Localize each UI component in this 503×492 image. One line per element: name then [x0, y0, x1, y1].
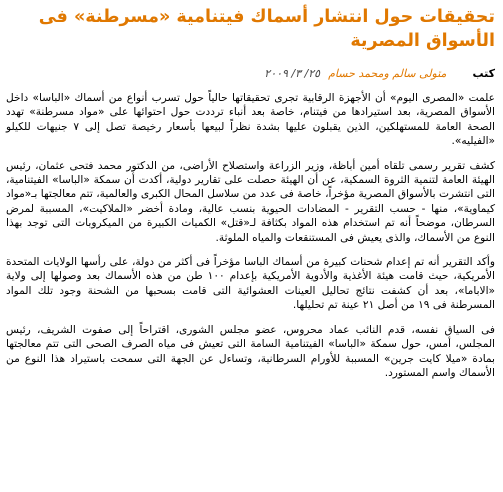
byline [6, 65, 495, 83]
byline-authors: متولى سالم ومحمد حسام [328, 67, 447, 80]
article-paragraph-3: وأكد التقرير أنه تم إعدام شحنات كبيرة من أسماك الباسا مؤخراً فى أكثر من دولة، على رأسها الولايات المتحدة الأمريكية، حيث قامت هيئة الأغذية والأدوية الأمريكية بإعدام ١٠٠ طن من هذه الأسماك بعد وصولها إلى ولاية «الاباما»، بعد أن كشفت نتائج تحاليل العينات العشوائية التى قامت بسحبها من الشحنة وجود تلك المواد المسرطنة فى ١٩ من أصل ٢١ عينة تم تحليلها. [6, 256, 495, 312]
article-paragraph-2: كشف تقرير رسمى تلقاه أمين أباظة، وزير الزراعة واستصلاح الأراضى، من الدكتور محمد فتحى عثمان، رئيس الهيئة العامة لتنمية الثروة السمكية، عن أن الهيئة حصلت على تقارير دولية، أكدت أن سمكة «الباسا» الفيتنامية، التى انتشرت بالأسواق المصرية مؤخراً، خاصة فى عدد من سلاسل المحال الكبرى والعالمية، تتم معالجتها بـ«مواد كيماوية»، منها - حسب التقرير - المضادات الحيوية بنسب عالية، ومادة أخضر «الملاكيت»، المسببة لمرض السرطان، موضحاً أنه تم استخدام هذه المواد بكثافة لـ«قتل» الكميات الكبيرة من الميكروبات التى توجد بهذا النوع من الأسماك، والذى يعيش فى المستنقعات والمياه الملوثة. [6, 159, 495, 244]
byline-label: كتب [472, 67, 495, 80]
byline-date: ٢٥/ ٣/ ٢٠٠٩ [264, 67, 321, 80]
article-headline: تحقيقات حول انتشار أسماك فيتنامية «مسرطنة» فى الأسواق المصرية [38, 7, 495, 51]
article-paragraph-1: علمت «المصرى اليوم» أن الأجهزة الرقابية تجرى تحقيقاتها حالياً حول تسرب أنواع من أسماك «الباسا» داخل الأسواق المصرية، بعد استيرادها من فيتنام، خاصة بعد أنباء ترددت حول احتوائها على «مواد مسرطنة» تهدد الصحة العامة للمستهلكين، الذين يقبلون عليها بشدة نظراً لبيعها بأسعار رخيصة تصل إلى ٧ جنيهات للكيلو «الفيليه». [6, 92, 495, 148]
article-paragraph-4: فى السياق نفسه، قدم النائب عماد محروس، عضو مجلس الشورى، اقتراحاً إلى صفوت الشريف، رئيس المجلس، أمس، حول سمكة «الباسا» الفيتنامية السامة التى تعيش فى مياه الصرف الصحى التى تتم معالجتها بمادة «ميلا كايت جرين» المسببة للأورام السرطانية، وتساءل عن الجهة التى سمحت باستيراد هذا النوع من الأسماك واسم المستورد. [6, 323, 495, 379]
